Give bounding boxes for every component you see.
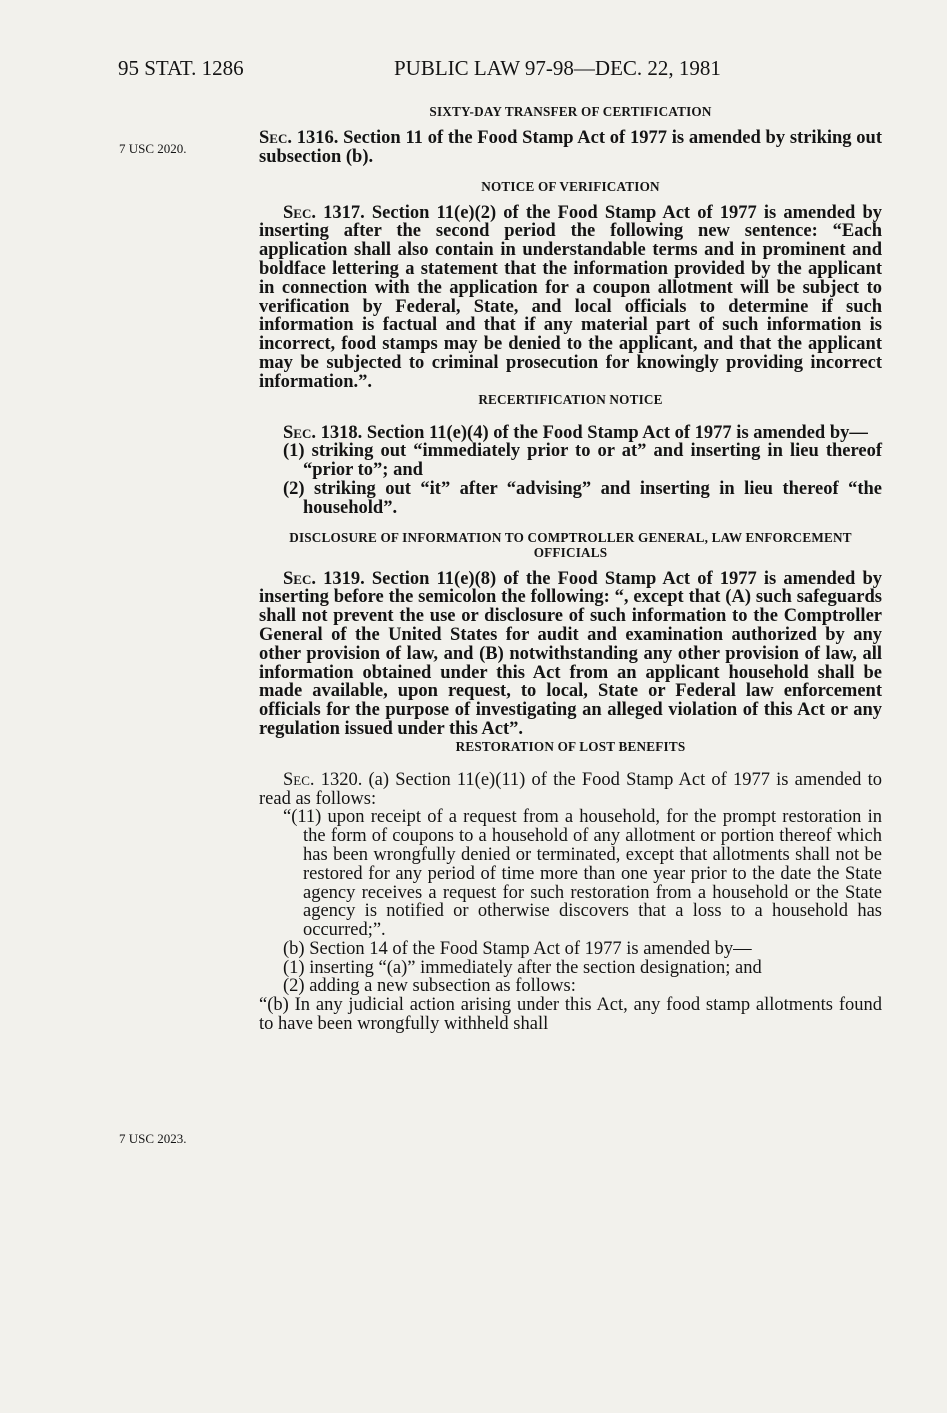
section-text: (a) Section 11(e)(11) of the Food Stamp Act of 1977 is amended to read as follows: — [259, 769, 882, 809]
section-heading: RECERTIFICATION NOTICE — [478, 391, 663, 407]
margin-note-usc-2023: 7 USC 2023. — [119, 1131, 187, 1146]
section-text: Section 11(e)(2) of the Food Stamp Act of 1977 is amended by inserting after the second period the following new sentence: “Each application shall also contain in understandable terms and in prominent and boldface lettering a statement that the information provided by the applicant in connection with the application for a coupon allotment will be subject to verification by Federal, State, and local officials to determine if such information is factual and that if any material part of such information is incorrect, food stamps may be denied to the applicant, and that the applicant may be subjected to criminal prosecution for knowingly providing incorrect information.”. — [259, 202, 882, 392]
section-label: Sec. 1318. — [283, 422, 363, 443]
section-label: Sec. 1317. — [283, 202, 365, 223]
section-heading: SIXTY-DAY TRANSFER OF CERTIFICATION — [429, 104, 712, 119]
section-heading: RESTORATION OF LOST BENEFITS — [455, 738, 686, 754]
list-item: (2) striking out “it” after “advising” and inserting in lieu thereof “the household”. — [283, 478, 882, 518]
page-header — [118, 56, 838, 88]
section-text: Section 11(e)(4) of the Food Stamp Act of 1977 is amended by— — [366, 422, 868, 443]
list-item: (1) inserting “(a)” immediately after the section designation; and — [283, 957, 762, 978]
section-1316-paragraph — [259, 129, 882, 167]
list-item: (1) striking out “immediately prior to or at” and inserting in lieu thereof “prior to”; and — [283, 441, 882, 481]
section-label: Sec. 1319. — [283, 568, 365, 589]
section-label: Sec. 1320. — [283, 769, 363, 790]
subsection-b-paragraph: (b) Section 14 of the Food Stamp Act of 1977 is amended by— — [283, 938, 752, 959]
quoted-subsection: “(b) In any judicial action arising under this Act, any food stamp allotments found to have been wrongfully withheld shall — [259, 995, 882, 1035]
section-text: Section 11 of the Food Stamp Act of 1977 is amended by striking out subsection (b). — [259, 128, 882, 167]
stat-reference: 95 STAT. 1286 — [118, 56, 244, 80]
margin-note-usc-2020: 7 USC 2020. — [119, 141, 187, 156]
section-1317-paragraph — [259, 204, 882, 392]
section-1319-paragraph — [259, 570, 882, 739]
section-1318-paragraph — [259, 424, 882, 443]
list-item: (2) adding a new subsection as follows: — [283, 976, 576, 997]
section-text: Section 11(e)(8) of the Food Stamp Act of 1977 is amended by inserting before the semicolon the following: “, except that (A) such safeguards shall not prevent the use or disclosure of such information to the Comptroller General of the United States for audit and examination authorized by any other provision of law, and (B) notwithstanding any other provision of law, all information obtained under this Act from an applicant household shall be made available, upon request, to local, State or Federal law enforcement officials for the purpose of investigating an alleged violation of this Act or any regulation issued under this Act”. — [259, 568, 882, 739]
law-title: PUBLIC LAW 97-98—DEC. 22, 1981 — [394, 56, 721, 80]
section-label: Sec. 1316. — [259, 128, 339, 148]
section-heading: NOTICE OF VERIFICATION — [481, 178, 660, 194]
section-1320-paragraph — [259, 771, 882, 809]
quoted-amendment: “(11) upon receipt of a request from a household, for the prompt restoration in the form of coupons to a household of any allotment or portion thereof which has been wrongfully denied or terminated, except that allotments shall not be restored for any period of time more than one year prior to the date the State agency receives a request for such restoration from a household or the State agency is notified or otherwise discovers that a loss to a household has occurred;”. — [283, 807, 882, 941]
section-heading: DISCLOSURE OF INFORMATION TO COMPTROLLER GENERAL, LAW ENFORCEMENT OFFICIALS — [289, 529, 852, 560]
document-body — [259, 104, 882, 1034]
